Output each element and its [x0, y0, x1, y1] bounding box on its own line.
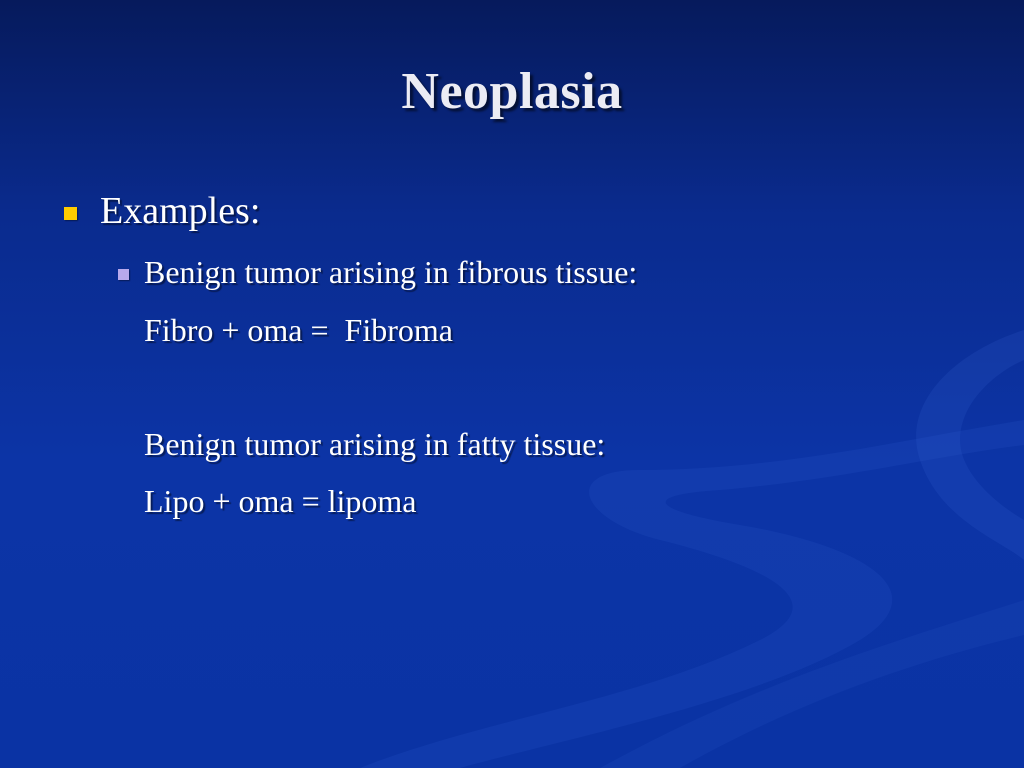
square-bullet-icon: [64, 207, 77, 220]
body-line-lipoma: Lipo + oma = lipoma: [144, 483, 417, 519]
square-bullet-icon: [118, 269, 129, 280]
bullet-level1-text: Examples:: [100, 190, 261, 232]
body-line-fibroma: Fibro + oma = Fibroma: [144, 312, 453, 348]
bullet-level2-text: Benign tumor arising in fibrous tissue:: [144, 254, 638, 290]
slide-title: Neoplasia: [401, 63, 623, 120]
body-line-fatty-tissue: Benign tumor arising in fatty tissue:: [144, 426, 606, 462]
